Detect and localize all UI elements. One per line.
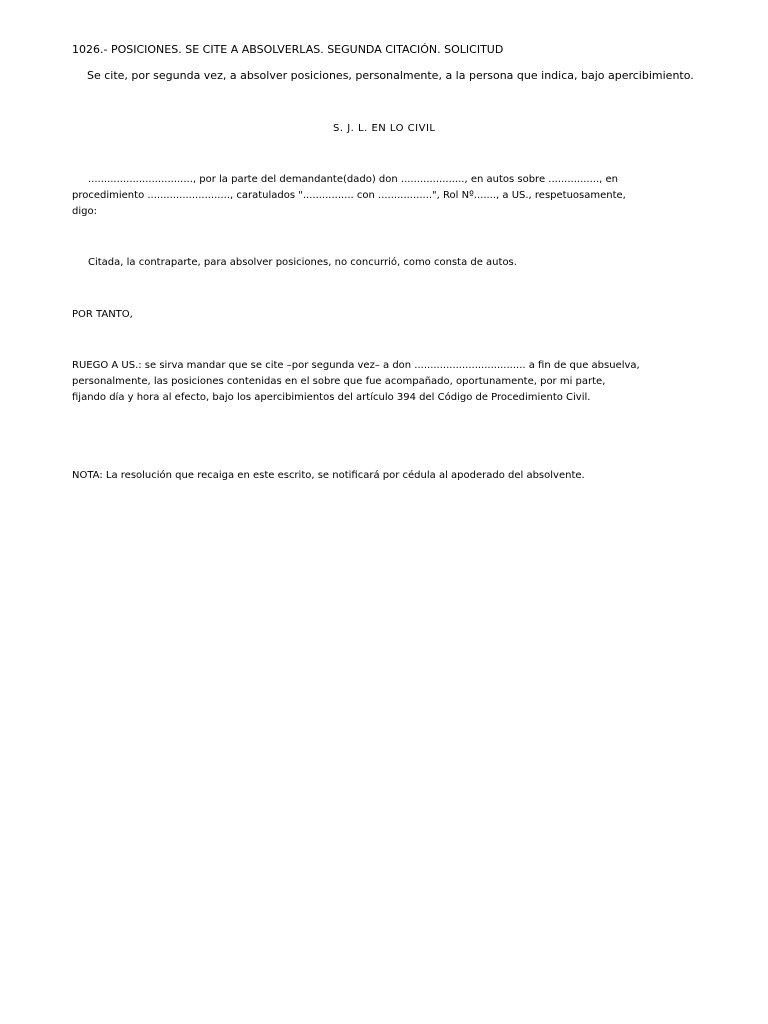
document-summary: Se cite, por segunda vez, a absolver posiciones, personalmente, a la persona que indica, bajo apercibimiento. xyxy=(87,69,694,82)
paragraph-1-line-1: ................................., por la parte del demandante(dado) don ...................., en autos sobre ................, en xyxy=(88,174,618,185)
paragraph-2: Citada, la contraparte, para absolver posiciones, no concurrió, como consta de autos. xyxy=(88,257,517,268)
paragraph-1-line-2: procedimiento .........................., caratulados "................ con .................", Rol Nº......., a US., respetuosamente, xyxy=(72,190,626,201)
paragraph-1-line-3: digo: xyxy=(72,206,97,217)
paragraph-4-line-1: RUEGO A US.: se sirva mandar que se cite –por segunda vez– a don ................................... a fin de que absuelva, xyxy=(72,360,640,371)
document-title: 1026.- POSICIONES. SE CITE A ABSOLVERLAS. SEGUNDA CITACIÓN. SOLICITUD xyxy=(72,43,504,56)
paragraph-3: POR TANTO, xyxy=(72,309,133,320)
paragraph-4-line-3: fijando día y hora al efecto, bajo los apercibimientos del artículo 394 del Código de Procedimiento Civil. xyxy=(72,392,591,403)
paragraph-4-line-2: personalmente, las posiciones contenidas en el sobre que fue acompañado, oportunamente, por mi parte, xyxy=(72,376,606,387)
court-heading: S. J. L. EN LO CIVIL xyxy=(333,123,436,134)
note-paragraph: NOTA: La resolución que recaiga en este escrito, se notificará por cédula al apoderado del absolvente. xyxy=(72,470,585,481)
